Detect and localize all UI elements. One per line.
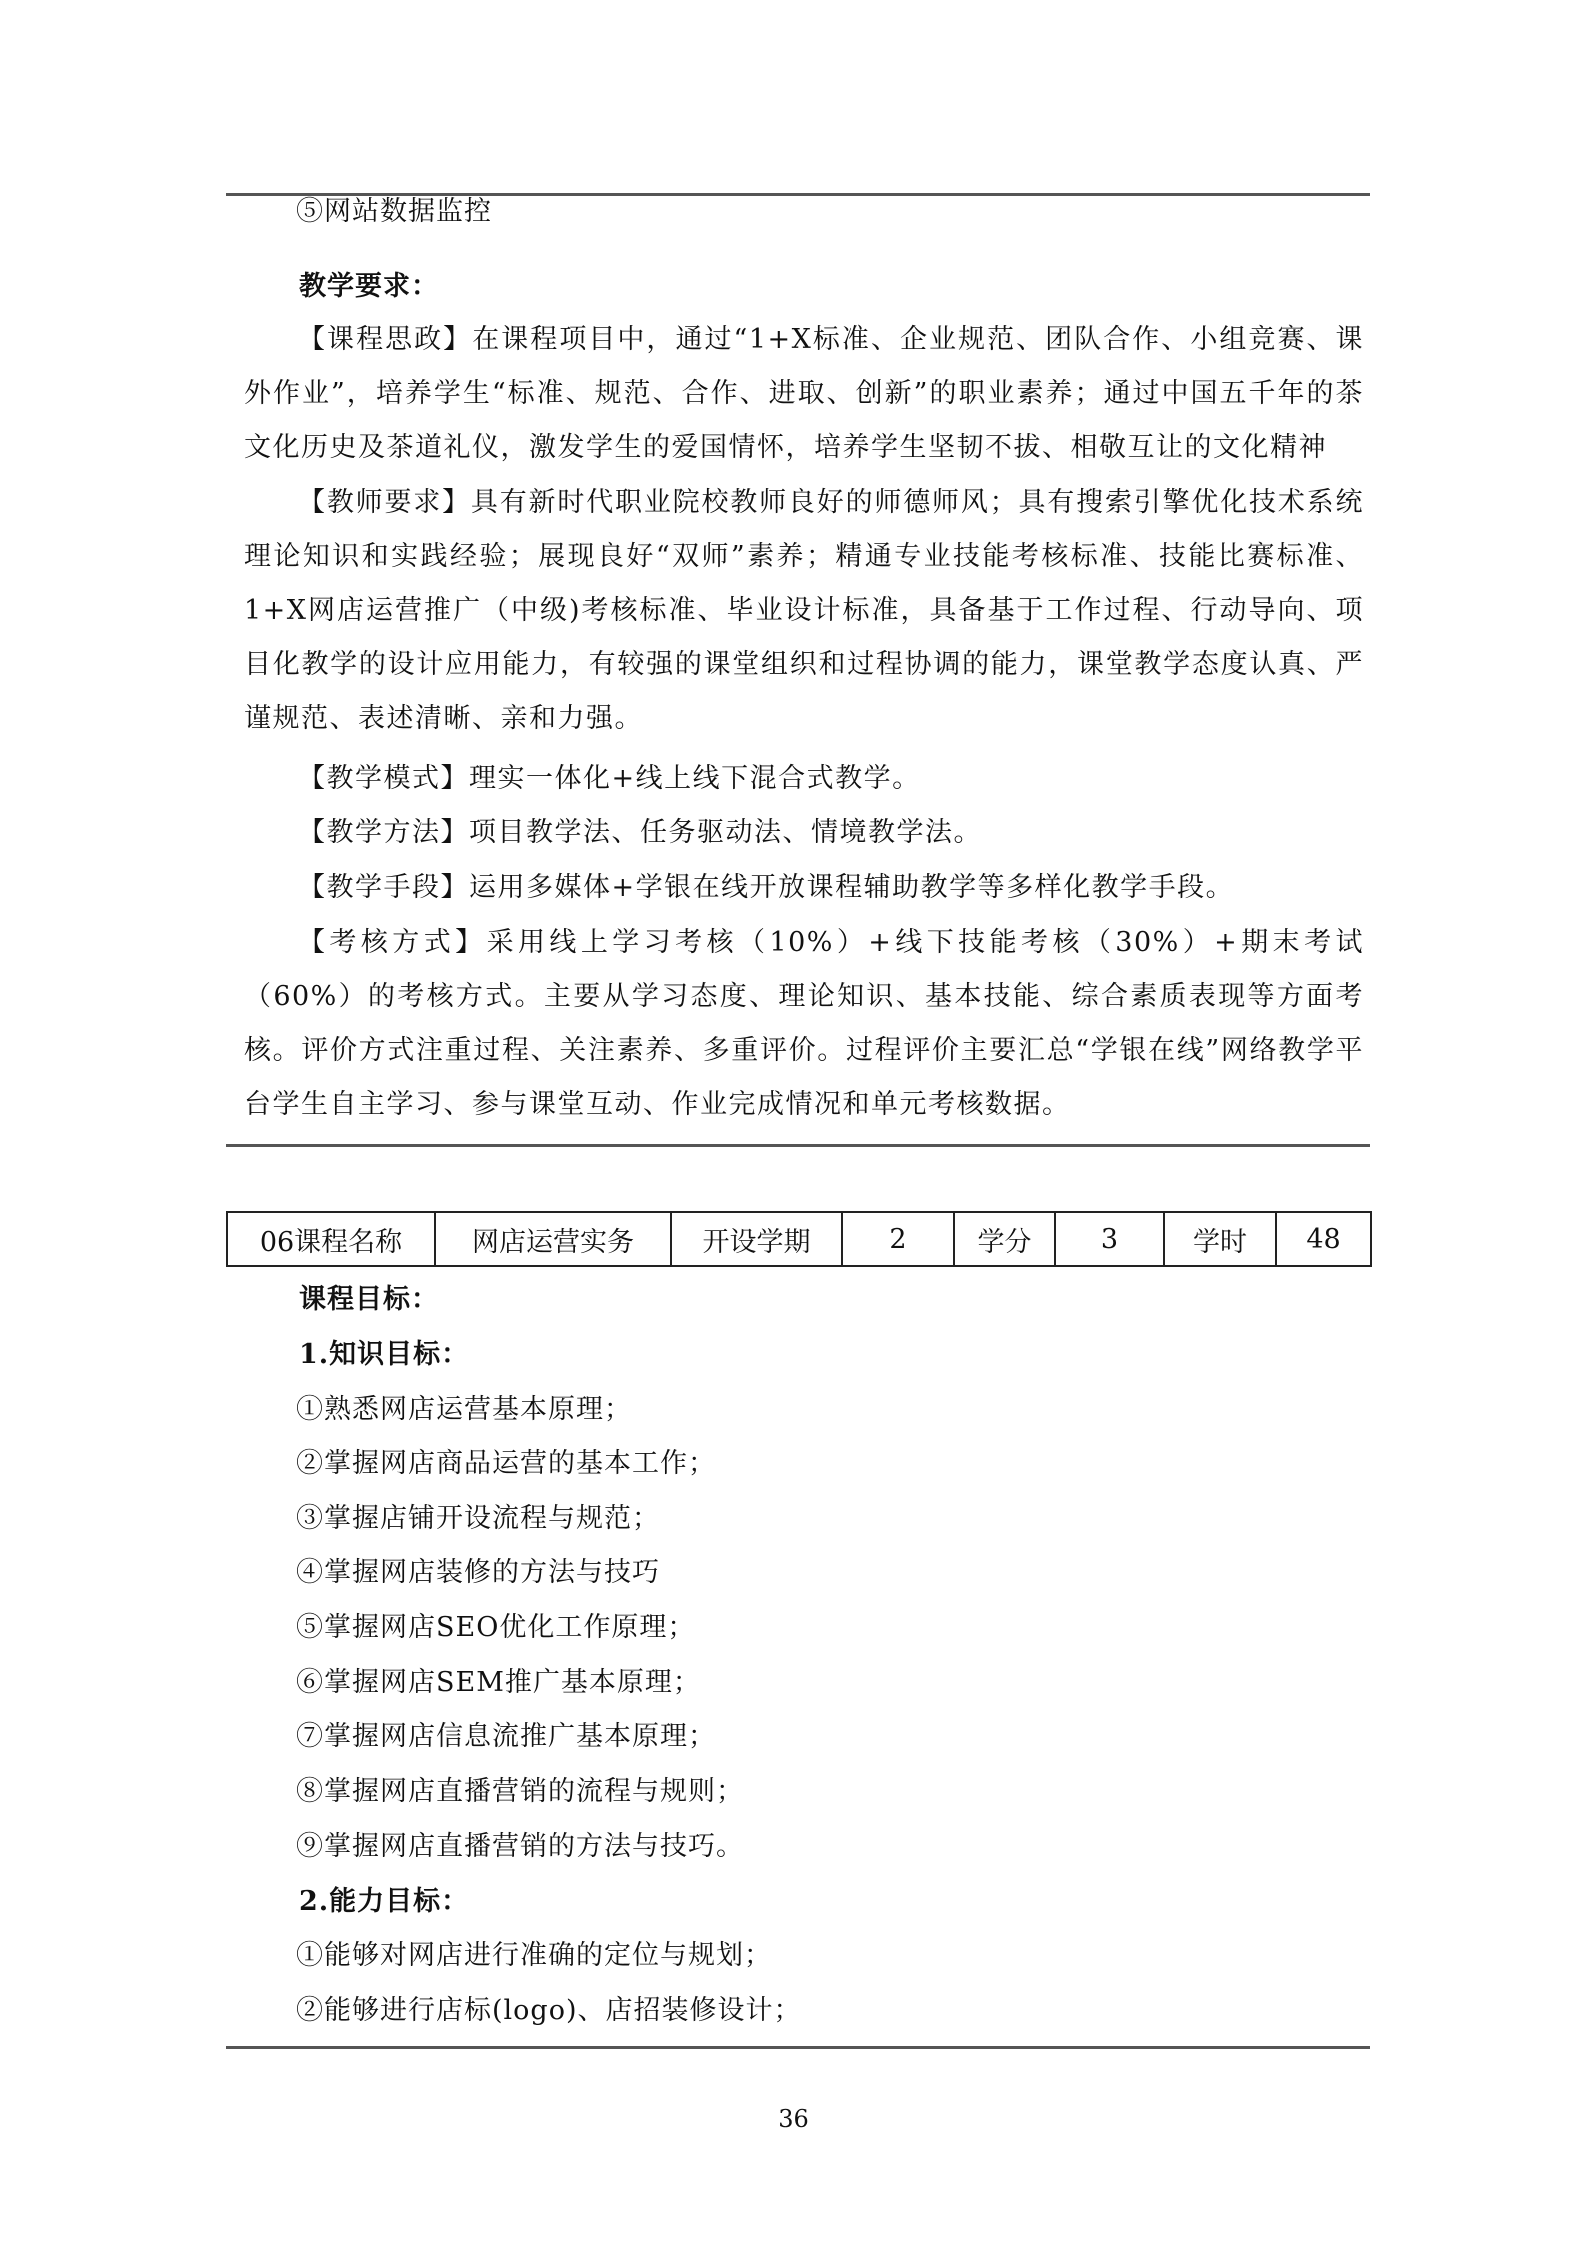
knowledge-heading: 1.知识目标： — [299, 1339, 470, 1370]
section-end-rule — [226, 1144, 1370, 1147]
page-number: 36 — [778, 2105, 809, 2133]
para-assessment — [244, 916, 1364, 1132]
para-text: 项目教学法、任务驱动法、情境教学法。 — [469, 817, 982, 848]
para-ideology — [244, 313, 1364, 475]
list-item: ⑧掌握网店直播营销的流程与规则； — [296, 1776, 744, 1807]
list-item: ④掌握网店装修的方法与技巧 — [296, 1557, 660, 1588]
list-item: ⑤掌握网店SEO优化工作原理； — [296, 1612, 696, 1643]
list-item: ⑨掌握网店直播营销的方法与技巧。 — [296, 1831, 744, 1862]
table-row — [227, 1212, 1371, 1266]
list-item: ③掌握店铺开设流程与规范； — [296, 1503, 660, 1534]
course-info-table — [226, 1211, 1372, 1267]
para-text: 具有新时代职业院校教师良好的师德师风；具有搜索引擎优化技术系统理论知识和实践经验；展现良好“双师”素养；精通专业技能考核标准、技能比赛标准、1+X网店运营推广（中级)考核标准、毕业设计标准，具备基于工作过程、行动导向、项目化教学的设计应用能力，有较强的课堂组织和过程协调的能力，课堂教学态度认真、严谨规范、表述清晰、亲和力强。 — [244, 487, 1365, 734]
para-tag: 【考核方式】 — [298, 927, 487, 958]
semester-value: 2 — [842, 1212, 954, 1266]
para-teacher — [244, 476, 1364, 746]
hours-value: 48 — [1276, 1212, 1371, 1266]
para-text: 理实一体化+线上线下混合式教学。 — [469, 763, 921, 794]
para-means — [244, 861, 1364, 915]
course-name-value: 网店运营实务 — [435, 1212, 671, 1266]
list-item: ②能够进行店标(logo)、店招装修设计； — [296, 1995, 802, 2026]
list-item: ⑥掌握网店SEM推广基本原理； — [296, 1667, 701, 1698]
list-item: ②掌握网店商品运营的基本工作； — [296, 1448, 716, 1479]
para-tag: 【教学模式】 — [298, 763, 469, 794]
para-tag: 【教师要求】 — [298, 487, 471, 518]
course-goal-heading: 课程目标： — [299, 1284, 439, 1315]
list-item: ⑦掌握网店信息流推广基本原理； — [296, 1721, 716, 1752]
course-name-label: 06课程名称 — [227, 1212, 435, 1266]
ability-heading: 2.能力目标： — [299, 1886, 470, 1917]
para-mode — [244, 752, 1364, 806]
credit-label: 学分 — [954, 1212, 1055, 1266]
semester-label: 开设学期 — [671, 1212, 842, 1266]
para-method — [244, 806, 1364, 860]
para-text: 在课程项目中，通过“1+X标准、企业规范、团队合作、小组竞赛、课外作业”，培养学生“标准、规范、合作、进取、创新”的职业素养；通过中国五千年的茶文化历史及茶道礼仪，激发学生的爱国情怀，培养学生坚韧不拔、相敬互让的文化精神 — [244, 324, 1365, 463]
bottom-rule — [226, 2046, 1370, 2049]
top-item: ⑤网站数据监控 — [296, 196, 492, 227]
list-item: ①熟悉网店运营基本原理； — [296, 1394, 632, 1425]
para-tag: 【课程思政】 — [298, 324, 473, 355]
credit-value: 3 — [1055, 1212, 1164, 1266]
para-tag: 【教学手段】 — [298, 872, 469, 903]
hours-label: 学时 — [1164, 1212, 1276, 1266]
teaching-req-heading: 教学要求： — [299, 271, 439, 302]
para-tag: 【教学方法】 — [298, 817, 469, 848]
para-text: 采用线上学习考核（10%）+线下技能考核（30%）+期末考试（60%）的考核方式。主要从学习态度、理论知识、基本技能、综合素质表现等方面考核。评价方式注重过程、关注素养、多重评价。过程评价主要汇总“学银在线”网络教学平台学生自主学习、参与课堂互动、作业完成情况和单元考核数据。 — [244, 927, 1364, 1120]
para-text: 运用多媒体+学银在线开放课程辅助教学等多样化教学手段。 — [469, 872, 1235, 903]
list-item: ①能够对网店进行准确的定位与规划； — [296, 1940, 772, 1971]
